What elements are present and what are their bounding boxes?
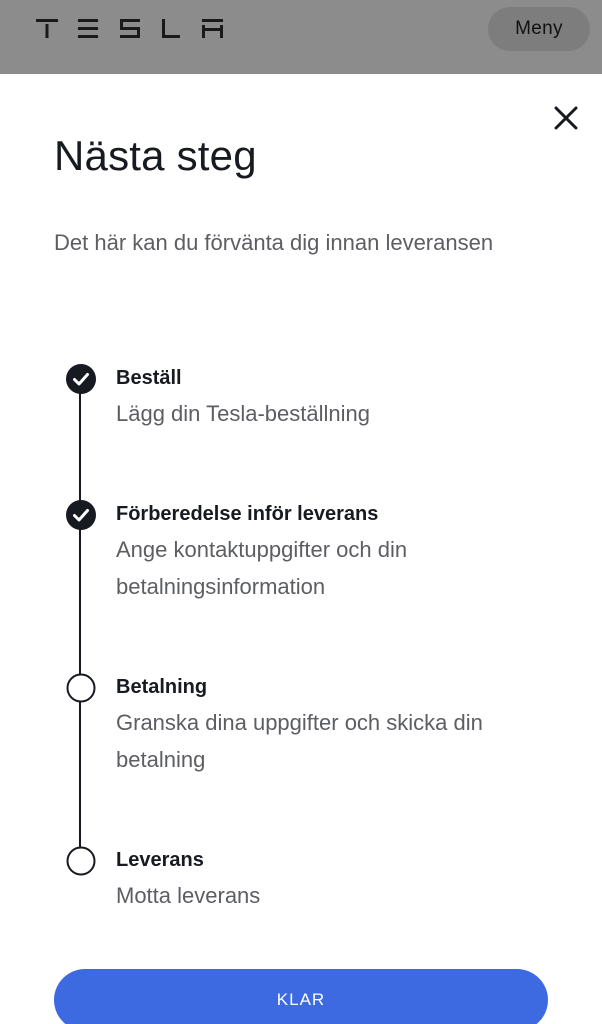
step-description: Granska dina uppgifter och skicka din betalning	[116, 710, 483, 772]
timeline-line	[79, 380, 81, 860]
step-description: Motta leverans	[116, 883, 261, 908]
step-title: Beställ	[116, 367, 182, 389]
done-button[interactable]: KLAR	[54, 969, 548, 1024]
check-circle-icon	[65, 363, 97, 395]
empty-circle-icon	[65, 672, 97, 704]
step-description: Lägg din Tesla-beställning	[116, 401, 370, 426]
step-title: Förberedelse inför leverans	[116, 503, 379, 525]
tesla-logo	[36, 17, 226, 39]
page-title: Nästa steg	[54, 132, 257, 179]
step-title: Betalning	[116, 676, 208, 698]
check-circle-icon	[65, 499, 97, 531]
menu-button[interactable]: Meny	[488, 7, 590, 51]
next-steps-sheet	[0, 74, 602, 1024]
step-description: Ange kontaktuppgifter och din betalningsinformation	[116, 537, 408, 599]
empty-circle-icon	[65, 845, 97, 877]
top-navigation-bar	[0, 0, 602, 74]
step-title: Leverans	[116, 849, 204, 871]
page-subtitle: Det här kan du förvänta dig innan leveransen	[54, 230, 494, 255]
close-icon[interactable]	[548, 100, 584, 136]
